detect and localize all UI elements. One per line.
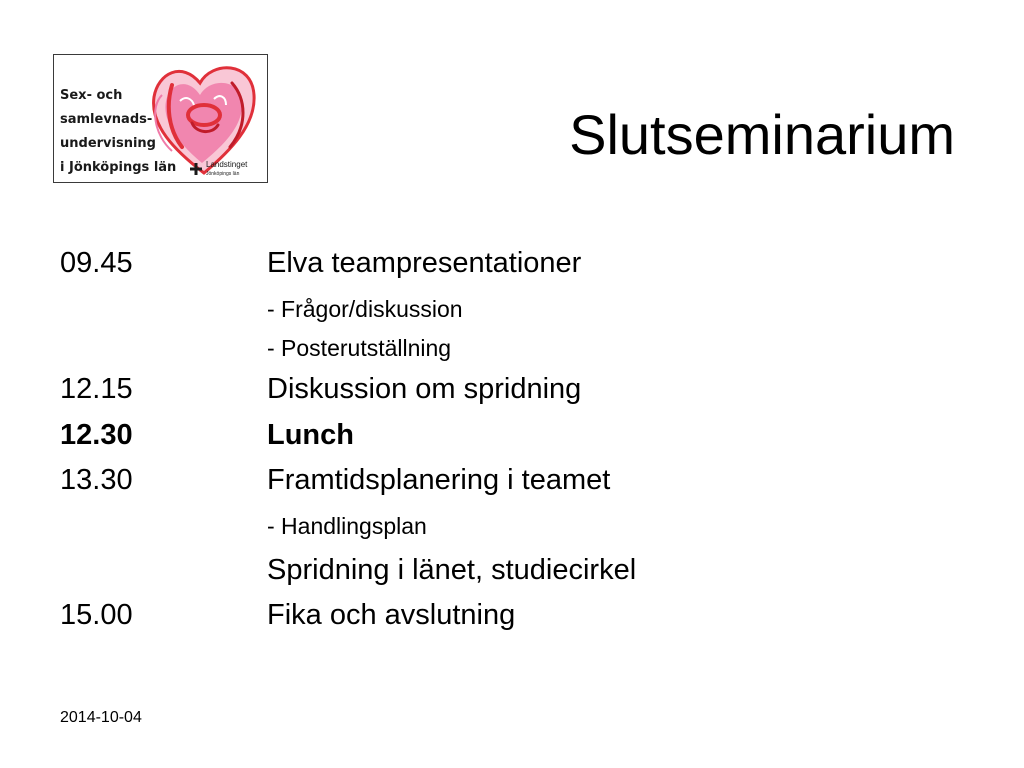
agenda-time: 09.45 bbox=[60, 247, 133, 279]
logo-line-1: Sex- och bbox=[60, 88, 123, 103]
agenda-item: Elva teampresentationer bbox=[267, 247, 582, 279]
agenda-item: Framtidsplanering i teamet bbox=[267, 464, 611, 496]
agenda-item: Fika och avslutning bbox=[267, 599, 516, 631]
agenda-subitem: - Posterutställning bbox=[267, 335, 452, 361]
agenda-item: Spridning i länet, studiecirkel bbox=[267, 554, 637, 586]
partner-subname: Jönköpings län bbox=[206, 171, 240, 177]
agenda-subitem: - Handlingsplan bbox=[267, 513, 427, 539]
slide-title: Slutseminarium bbox=[569, 103, 955, 166]
logo bbox=[53, 54, 268, 183]
logo-graphic bbox=[54, 55, 267, 182]
agenda-time: 13.30 bbox=[60, 464, 133, 496]
agenda-item: Lunch bbox=[267, 419, 354, 451]
agenda-subitem: - Frågor/diskussion bbox=[267, 296, 463, 322]
slide-date: 2014-10-04 bbox=[60, 709, 142, 726]
logo-line-2: samlevnads- bbox=[60, 112, 153, 127]
agenda-time: 12.15 bbox=[60, 373, 133, 405]
logo-line-3: undervisning bbox=[60, 136, 156, 151]
agenda-item: Diskussion om spridning bbox=[267, 373, 582, 405]
logo-line-4: i Jönköpings län bbox=[60, 160, 177, 175]
partner-name: Landstinget bbox=[206, 160, 248, 169]
agenda-time: 15.00 bbox=[60, 599, 133, 631]
heart-icon bbox=[154, 68, 255, 173]
agenda-time: 12.30 bbox=[60, 419, 133, 451]
